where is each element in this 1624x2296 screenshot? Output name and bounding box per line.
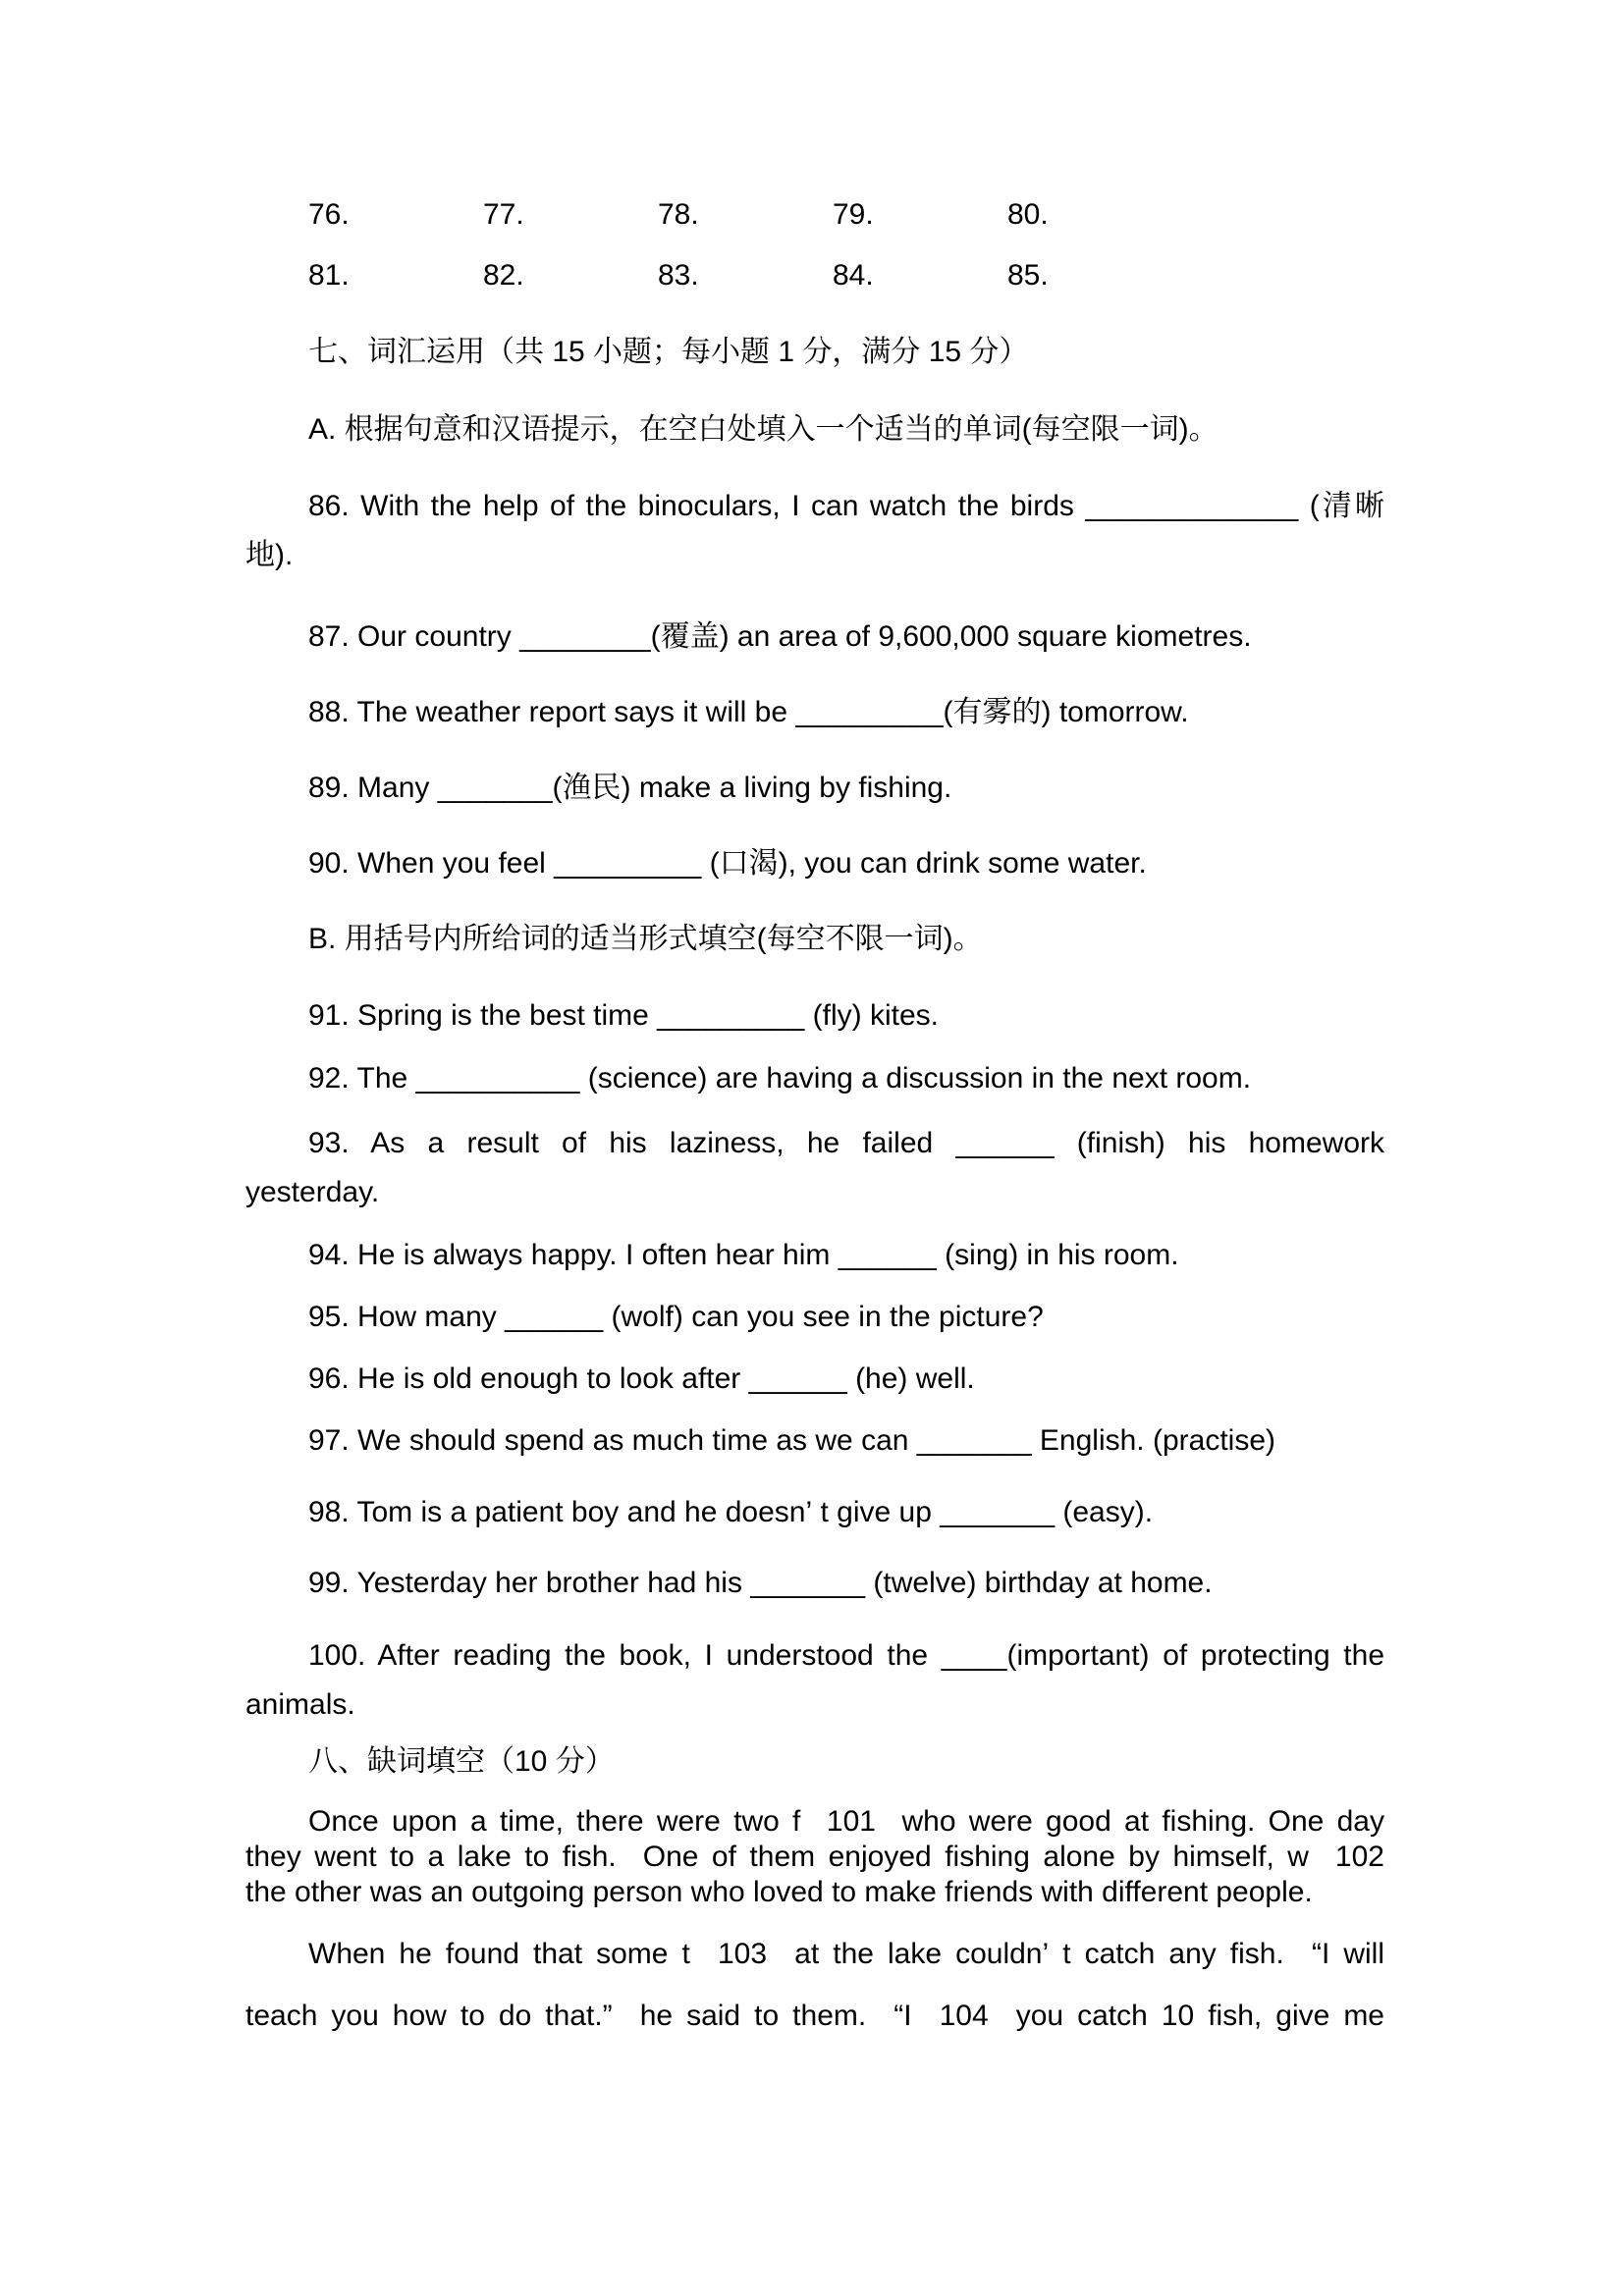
answer-blank-78: 78. <box>658 198 699 231</box>
question-96: 96. He is old enough to look after ______ (he) well. <box>308 1362 975 1395</box>
cloze-paragraph-1-line3: the other was an outgoing person who loved to make friends with different people. <box>245 1876 1313 1908</box>
question-93-line2: yesterday. <box>245 1176 380 1208</box>
section-eight-heading: 八、缺词填空（10 分） <box>308 1745 615 1778</box>
question-90: 90. When you feel _________ (口渴), you can drink some water. <box>308 847 1147 880</box>
question-100-line2: animals. <box>245 1688 355 1721</box>
question-86-line1: 86. With the help of the binoculars, I can watch the birds _____________ (清晰 <box>308 490 1384 522</box>
question-89: 89. Many _______(渔民) make a living by fishing. <box>308 772 952 804</box>
answer-blank-row-76-80 <box>245 192 1384 238</box>
cloze-paragraph-1-line1: Once upon a time, there were two f 101 who were good at fishing. One day <box>308 1805 1384 1838</box>
answer-blank-80: 80. <box>1007 198 1049 231</box>
question-91: 91. Spring is the best time _________ (fly) kites. <box>308 999 940 1032</box>
answer-blank-85: 85. <box>1007 259 1049 292</box>
answer-blank-83: 83. <box>658 259 699 292</box>
question-92: 92. The __________ (science) are having a discussion in the next room. <box>308 1062 1252 1095</box>
answer-blank-76: 76. <box>308 198 350 231</box>
question-97: 97. We should spend as much time as we can _______ English. (practise) <box>308 1424 1275 1457</box>
question-88: 88. The weather report says it will be _________(有雾的) tomorrow. <box>308 696 1189 728</box>
answer-blank-82: 82. <box>483 259 524 292</box>
question-93 <box>245 1119 1384 1217</box>
question-86-line2: 地). <box>245 539 294 571</box>
question-95: 95. How many ______ (wolf) can you see in the picture? <box>308 1301 1044 1333</box>
answer-blank-row-81-85 <box>245 253 1384 298</box>
question-86 <box>245 482 1384 580</box>
question-100-line1: 100. After reading the book, I understood the ____(important) of protecting the <box>308 1639 1384 1672</box>
question-87: 87. Our country ________(覆盖) an area of 9,600,000 square kiometres. <box>308 620 1252 653</box>
question-99: 99. Yesterday her brother had his _______ (twelve) birthday at home. <box>308 1567 1213 1599</box>
part-a-instructions: A. 根据句意和汉语提示，在空白处填入一个适当的单词(每空限一词)。 <box>308 413 1218 446</box>
question-100 <box>245 1631 1384 1730</box>
answer-blank-84: 84. <box>833 259 874 292</box>
cloze-paragraph-1-line2: they went to a lake to fish. One of them enjoyed fishing alone by himself, w 102 <box>245 1841 1384 1873</box>
cloze-paragraph-2 <box>245 1923 1384 2047</box>
cloze-paragraph-2-line1: When he found that some t 103 at the lake couldn’ t catch any fish. “I will <box>308 1938 1384 1970</box>
cloze-paragraph-2-line2: teach you how to do that.” he said to them. “I 104 you catch 10 fish, give me <box>245 2000 1384 2032</box>
cloze-paragraph-1 <box>245 1804 1384 1910</box>
question-98: 98. Tom is a patient boy and he doesn’ t give up _______ (easy). <box>308 1496 1154 1528</box>
section-seven-heading: 七、词汇运用（共 15 小题；每小题 1 分，满分 15 分） <box>308 336 1029 368</box>
answer-blank-77: 77. <box>483 198 524 231</box>
question-93-line1: 93. As a result of his laziness, he failed ______ (finish) his homework <box>308 1127 1384 1159</box>
question-94: 94. He is always happy. I often hear him ______ (sing) in his room. <box>308 1239 1179 1271</box>
answer-blank-79: 79. <box>833 198 874 231</box>
part-b-instructions: B. 用括号内所给词的适当形式填空(每空不限一词)。 <box>308 923 983 955</box>
answer-blank-81: 81. <box>308 259 350 292</box>
